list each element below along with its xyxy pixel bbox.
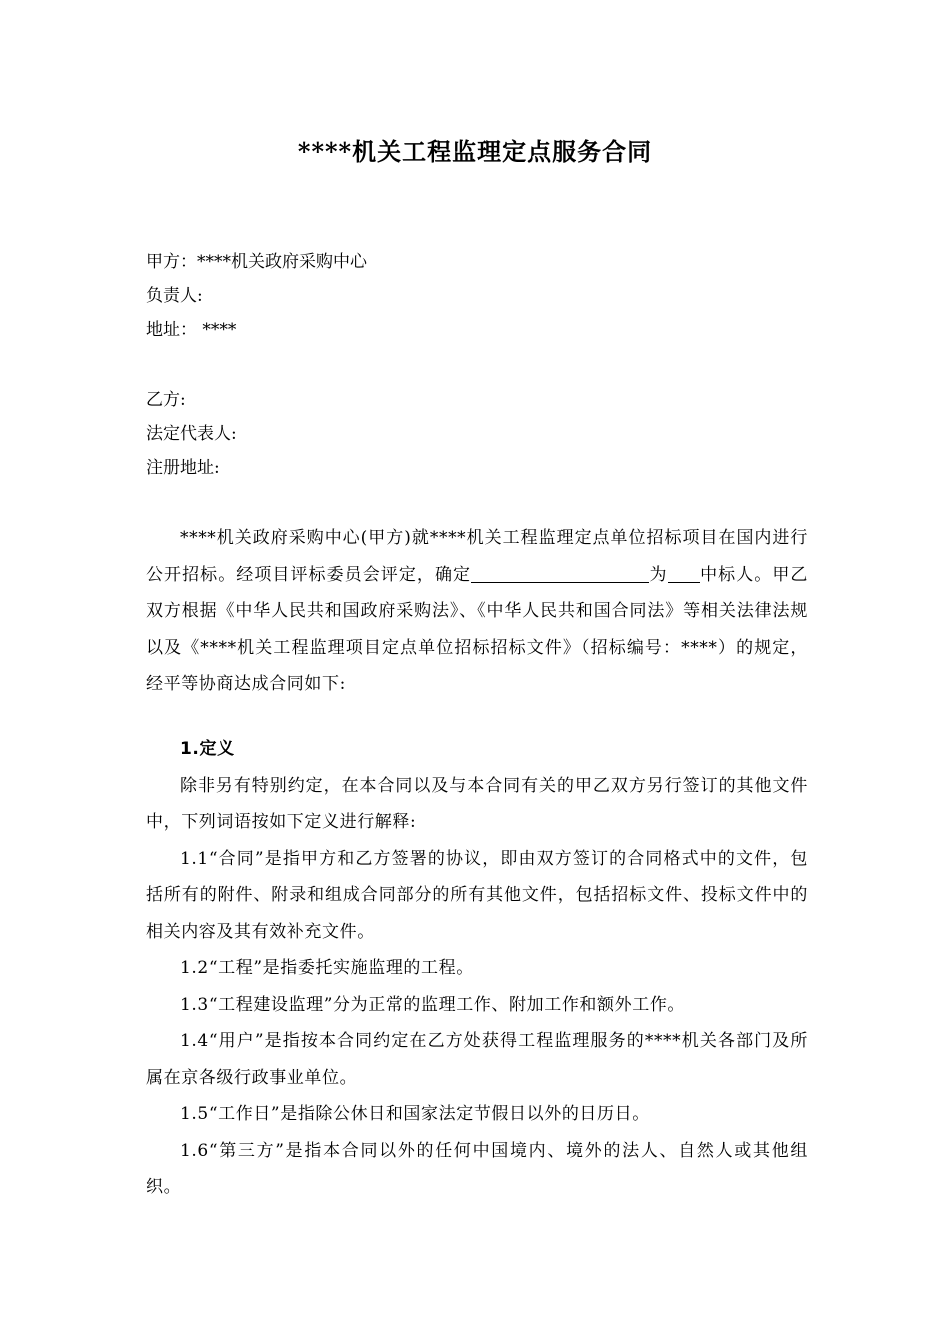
party-b-address: 注册地址:: [146, 458, 220, 478]
winner-blank: [471, 562, 649, 583]
document-title: ****机关工程监理定点服务合同: [297, 137, 653, 166]
definition-item: 1.2“工程”是指委托实施监理的工程。: [180, 958, 474, 978]
definition-item: 1.4“用户”是指按本合同约定在乙方处获得工程监理服务的****机关各部门及所属在京各级行政事业单位。: [146, 1031, 808, 1088]
definitions-lead: 除非另有特别约定，在本合同以及与本合同有关的甲乙双方另行签订的其他文件中，下列词语按如下定义进行解释:: [146, 775, 808, 832]
definition-item: 1.1“合同”是指甲方和乙方签署的协议，即由双方签订的合同格式中的文件，包括所有的附件、附录和组成合同部分的所有其他文件，包括招标文件、投标文件中的相关内容及其有效补充文件。: [146, 848, 808, 942]
intro-text-1: ****机关政府采购中心(甲方)就****机关工程监理定点单位招标项目在国内进行公开招标。经项目评标委员会评定，确定: [146, 528, 808, 585]
intro-text-3: 中标人。甲乙双方根据《中华人民共和国政府采购法》、《中华人民共和国合同法》等相关法律法规以及《****机关工程监理项目定点单位招标招标文件》（招标编号：****）的规定，经平等协商达成合同如下:: [146, 564, 808, 694]
party-a-name: 甲方：****机关政府采购中心: [146, 252, 367, 272]
party-b-block: [146, 383, 806, 485]
section-heading: 1.定义: [180, 739, 235, 759]
intro-text-2: 为: [649, 564, 668, 585]
definition-item: 1.5“工作日”是指除公休日和国家法定节假日以外的日历日。: [180, 1104, 650, 1124]
party-a-address: 地址： ****: [146, 320, 237, 340]
party-b-name: 乙方:: [146, 390, 186, 410]
category-blank: [668, 562, 700, 583]
party-a-person: 负责人:: [146, 286, 203, 306]
party-a-block: [146, 245, 806, 347]
intro-paragraph-block: [146, 520, 808, 703]
intro-paragraph: [146, 520, 808, 703]
definition-item: 1.3“工程建设监理”分为正常的监理工作、附加工作和额外工作。: [180, 994, 686, 1015]
definition-item: 1.6“第三方”是指本合同以外的任何中国境内、境外的法人、自然人或其他组织。: [146, 1140, 808, 1197]
definitions-section: [146, 731, 808, 1206]
party-b-representative: 法定代表人:: [146, 424, 237, 444]
